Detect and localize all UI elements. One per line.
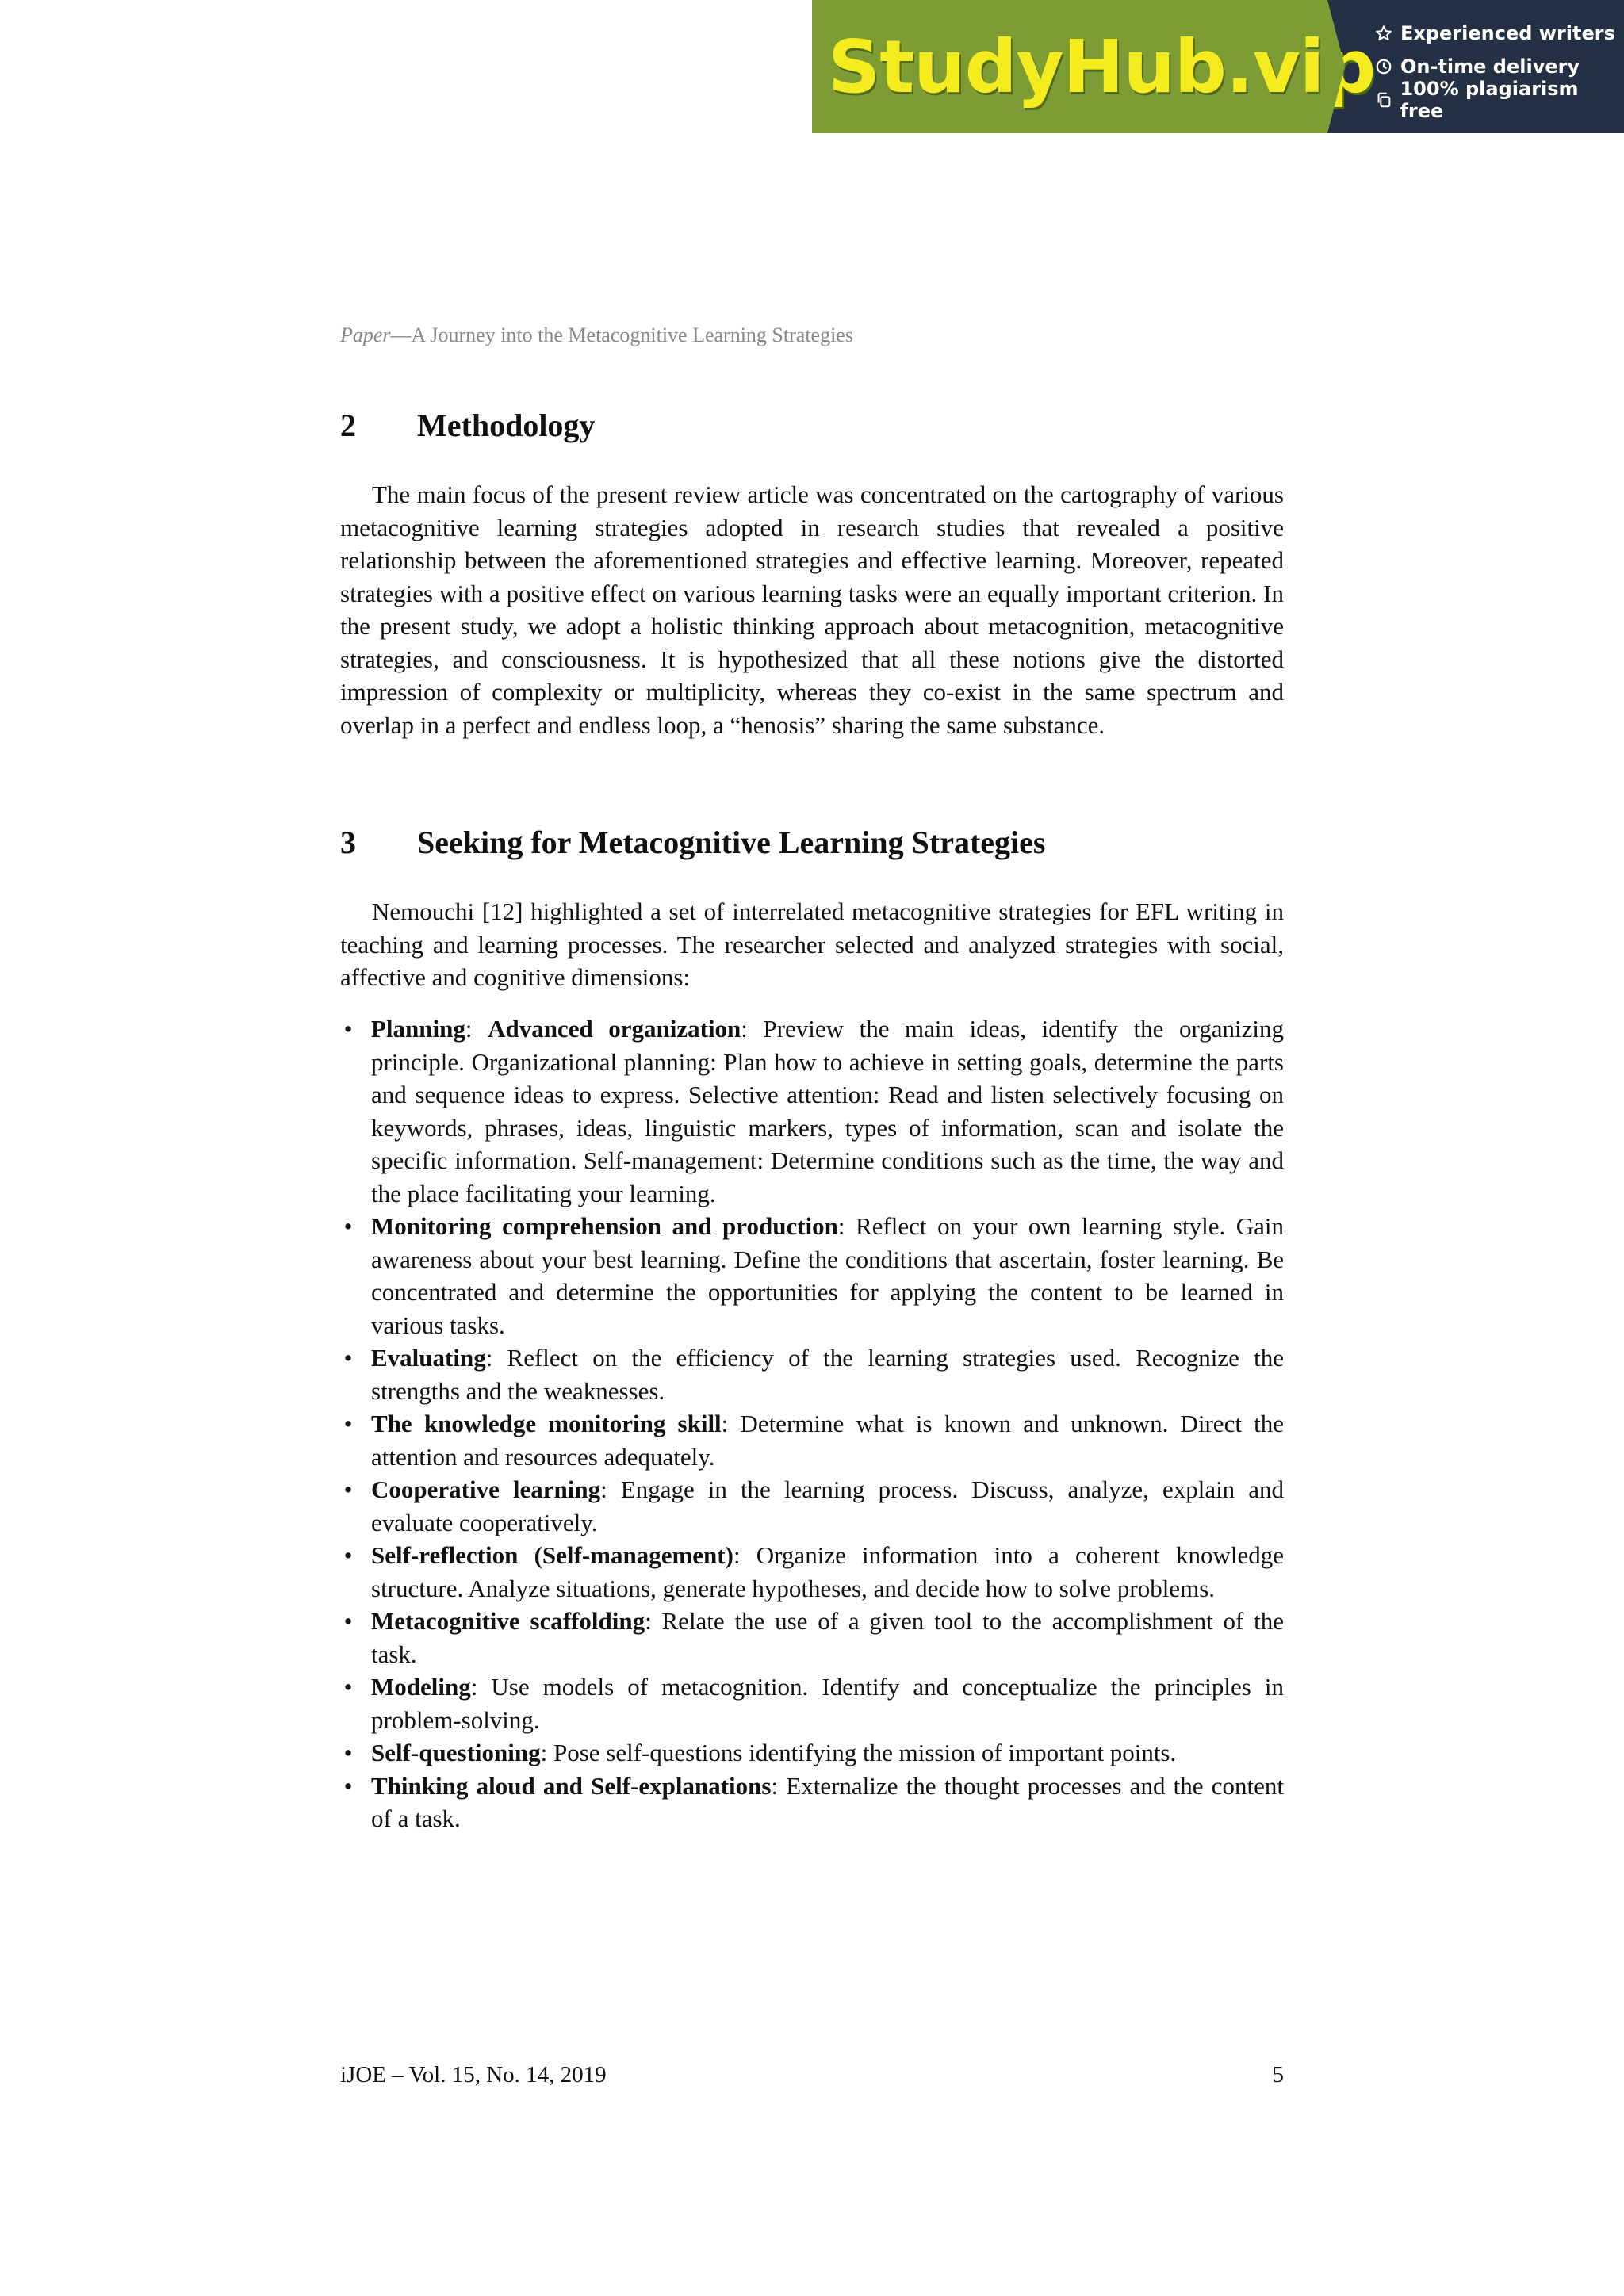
strategy-description: : Use models of metacognition. Identify and conceptualize the principles in problem-solving. xyxy=(371,1673,1284,1734)
brand-name: StudyHub.vip xyxy=(828,24,1376,109)
list-item xyxy=(340,1770,1284,1835)
bullet-icon: • xyxy=(343,1771,353,1800)
strategy-description: : Reflect on the efficiency of the learning strategies used. Recognize the strengths and the weaknesses. xyxy=(371,1344,1284,1405)
running-head-label: Paper xyxy=(340,323,391,346)
bullet-icon: • xyxy=(343,1015,353,1043)
list-item xyxy=(340,1670,1284,1736)
strategy-term: Thinking aloud and Self-explanations xyxy=(371,1771,772,1800)
term-separator: : xyxy=(465,1015,488,1043)
strategy-term: Cooperative learning xyxy=(371,1475,601,1503)
strategy-subterm: Advanced organization xyxy=(488,1015,741,1043)
running-head-title: —A Journey into the Metacognitive Learning Strategies xyxy=(390,323,853,346)
page-number: 5 xyxy=(1272,2062,1284,2087)
strategy-term: Self-reflection (Self-management) xyxy=(371,1541,733,1569)
feature-plagiarism-free xyxy=(1373,78,1624,122)
strategy-term: Monitoring comprehension and production xyxy=(371,1212,838,1240)
bullet-icon: • xyxy=(343,1344,353,1372)
bullet-icon: • xyxy=(343,1607,353,1635)
strategy-term: The knowledge monitoring skill xyxy=(371,1410,722,1437)
strategy-description: : Reflect on your own learning style. Gain awareness about your best learning. Define the conditions that ascertain, foster learning. Be concentrated and determine the opportunities for applying the content to be learned in various tasks. xyxy=(371,1212,1285,1339)
strategy-description: : Relate the use of a given tool to the accomplishment of the task. xyxy=(371,1607,1284,1668)
strategy-term: Planning xyxy=(371,1015,465,1043)
strategy-description: : Organize information into a coherent knowledge structure. Analyze situations, generate hypotheses, and decide how to solve problems. xyxy=(371,1541,1284,1602)
strategy-term: Metacognitive scaffolding xyxy=(371,1607,645,1635)
seeking-strategies-paragraph: Nemouchi [12] highlighted a set of interrelated metacognitive strategies for EFL writing in teaching and learning processes. The researcher selected and analyzed strategies with social, affective and cognitive dimensions: xyxy=(340,897,1284,991)
bullet-icon: • xyxy=(343,1475,353,1503)
list-item xyxy=(340,1210,1284,1341)
section-title: Methodology xyxy=(417,408,596,443)
feature-label: Experienced writers xyxy=(1400,22,1615,44)
section-heading-methodology xyxy=(340,407,595,444)
strategy-term: Evaluating xyxy=(371,1344,486,1372)
bullet-icon: • xyxy=(343,1739,353,1766)
running-head xyxy=(340,323,853,347)
strategy-term: Modeling xyxy=(371,1673,471,1701)
list-item xyxy=(340,1473,1284,1539)
strategy-description: : Determine what is known and unknown. Direct the attention and resources adequately. xyxy=(371,1410,1284,1471)
bullet-icon: • xyxy=(343,1410,353,1437)
strategy-term: Self-questioning xyxy=(371,1739,541,1766)
list-item xyxy=(340,1407,1284,1473)
copy-icon xyxy=(1373,90,1393,110)
strategy-description: : Pose self-questions identifying the mission of important points. xyxy=(540,1739,1177,1766)
feature-label: On-time delivery xyxy=(1400,55,1580,78)
list-item xyxy=(340,1012,1284,1210)
strategy-description: : Externalize the thought processes and the content of a task. xyxy=(371,1771,1284,1832)
section-title: Seeking for Metacognitive Learning Strategies xyxy=(417,825,1046,860)
strategy-description: : Engage in the learning process. Discuss, analyze, explain and evaluate cooperatively. xyxy=(371,1475,1284,1536)
brand-logo[interactable] xyxy=(812,0,1376,133)
list-item xyxy=(340,1736,1284,1770)
list-item xyxy=(340,1341,1284,1407)
bullet-icon: • xyxy=(343,1673,353,1701)
methodology-paragraph: The main focus of the present review article was concentrated on the cartography of various metacognitive learning strategies adopted in research studies that revealed a positive relationship between the aforementioned strategies and effective learning. Moreover, repeated strategies with a positive effect on various learning tasks were an equally important criterion. In the present study, we adopt a holistic thinking approach about metacognition, metacognitive strategies, and consciousness. It is hypothesized that all these notions give the distorted impression of complexity or multiplicity, whereas they co-exist in the same spectrum and overlap in a perfect and endless loop, a “henosis” sharing the same substance. xyxy=(340,480,1284,739)
list-item xyxy=(340,1539,1284,1605)
section-number: 3 xyxy=(340,825,356,860)
strategy-description: : Preview the main ideas, identify the organizing principle. Organizational planning: Plan how to achieve in setting goals, determine the parts and sequence ideas to express. Selective attention: Read and listen selectively focusing on keywords, phrases, ideas, linguistic markers, types of information, scan and isolate the specific information. Self-management: Determine conditions such as the time, the way and the place facilitating your learning. xyxy=(371,1015,1284,1207)
ad-banner[interactable] xyxy=(812,0,1624,133)
bullet-icon: • xyxy=(343,1541,353,1569)
strategies-list xyxy=(340,1012,1284,1835)
feature-label: 100% plagiarism free xyxy=(1400,78,1579,122)
footer-journal: iJOE – Vol. 15, No. 14, 2019 xyxy=(340,2062,607,2087)
clock-icon xyxy=(1373,56,1394,77)
feature-experienced-writers xyxy=(1373,17,1624,50)
section-number: 2 xyxy=(340,408,356,443)
list-item xyxy=(340,1605,1284,1670)
star-outline-icon xyxy=(1373,23,1394,44)
bullet-icon: • xyxy=(343,1212,353,1240)
section-heading-seeking-strategies xyxy=(340,824,1045,861)
